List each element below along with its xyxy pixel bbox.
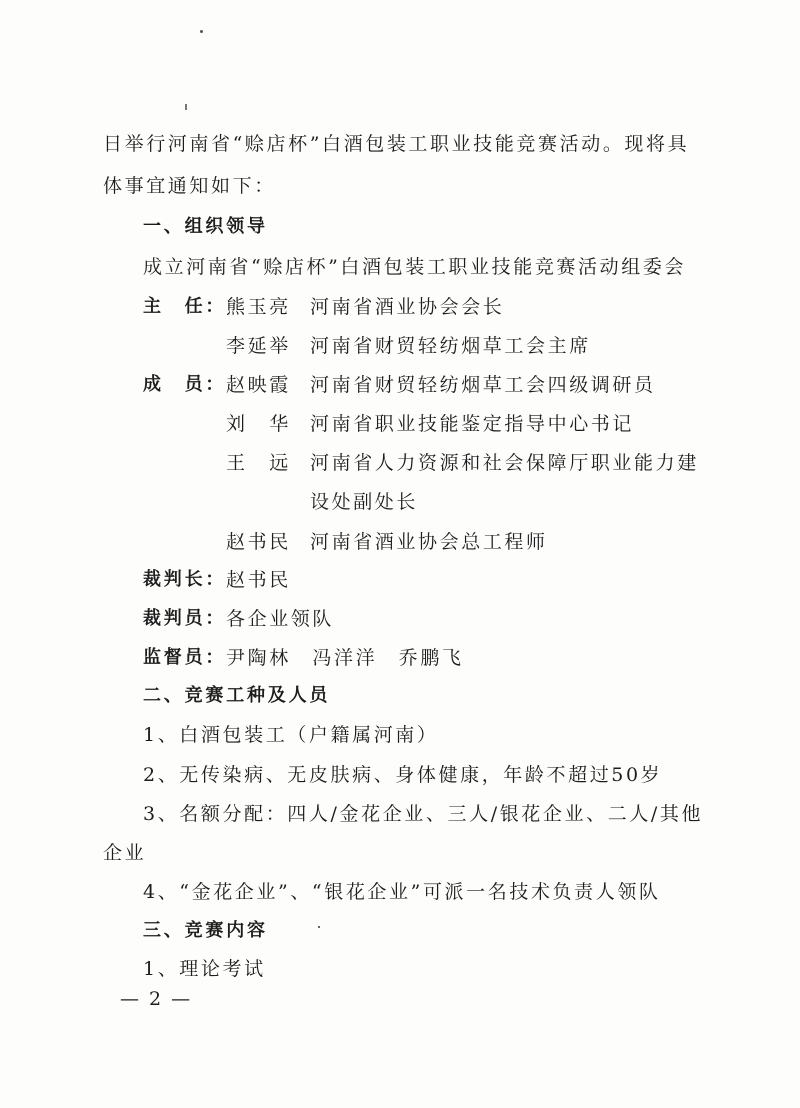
supervisors-label: 监督员： — [143, 647, 227, 668]
supervisors-value: 尹陶林 冯洋洋 乔鹏飞 — [226, 647, 464, 669]
person-title: 河南省酒业协会会长 — [310, 296, 505, 318]
list-item: 4、“金花企业”、“银花企业”可派一名技术负责人领队 — [143, 881, 661, 903]
list-item-continued: 企业 — [103, 842, 147, 864]
person-name: 王 远 — [226, 452, 291, 474]
section-heading: 三、竞赛内容 — [143, 920, 268, 941]
section-heading: 二、竞赛工种及人员 — [143, 685, 331, 706]
committee-line: 成立河南省“赊店杯”白酒包装工职业技能竞赛活动组委会 — [143, 256, 687, 278]
scan-speck — [200, 30, 203, 33]
person-name: 赵映霞 — [226, 374, 291, 396]
list-item: 3、名额分配：四人/金花企业、三人/银花企业、二人/其他 — [143, 803, 704, 825]
paragraph-line: 日举行河南省“赊店杯”白酒包装工职业技能竞赛活动。现将具 — [103, 133, 690, 155]
referees-label: 裁判员： — [143, 608, 227, 629]
person-title-continued: 设处副处长 — [310, 491, 419, 513]
referees-value: 各企业领队 — [226, 608, 335, 630]
person-name: 赵书民 — [226, 531, 291, 553]
scan-speck — [318, 926, 320, 928]
list-item: 1、理论考试 — [143, 958, 266, 980]
section-heading: 一、组织领导 — [143, 216, 268, 237]
person-title: 河南省酒业协会总工程师 — [310, 531, 548, 553]
person-title: 河南省职业技能鉴定指导中心书记 — [310, 413, 635, 435]
members-label: 成 员： — [143, 374, 227, 395]
person-name: 刘 华 — [226, 413, 291, 435]
page-number: — 2 — — [120, 988, 193, 1010]
chief-referee-name: 赵书民 — [226, 569, 291, 591]
paragraph-line: 体事宜通知如下： — [103, 175, 276, 197]
person-title: 河南省人力资源和社会保障厅职业能力建 — [310, 452, 699, 474]
director-label: 主 任： — [143, 296, 227, 317]
scan-speck — [185, 104, 187, 110]
list-item: 1、白酒包装工（户籍属河南） — [143, 724, 439, 746]
person-name: 熊玉亮 — [226, 296, 291, 318]
person-title: 河南省财贸轻纺烟草工会主席 — [310, 335, 591, 357]
chief-referee-label: 裁判长： — [143, 569, 227, 590]
person-title: 河南省财贸轻纺烟草工会四级调研员 — [310, 374, 656, 396]
list-item: 2、无传染病、无皮肤病、身体健康，年龄不超过50岁 — [143, 764, 663, 786]
person-name: 李延举 — [226, 335, 291, 357]
